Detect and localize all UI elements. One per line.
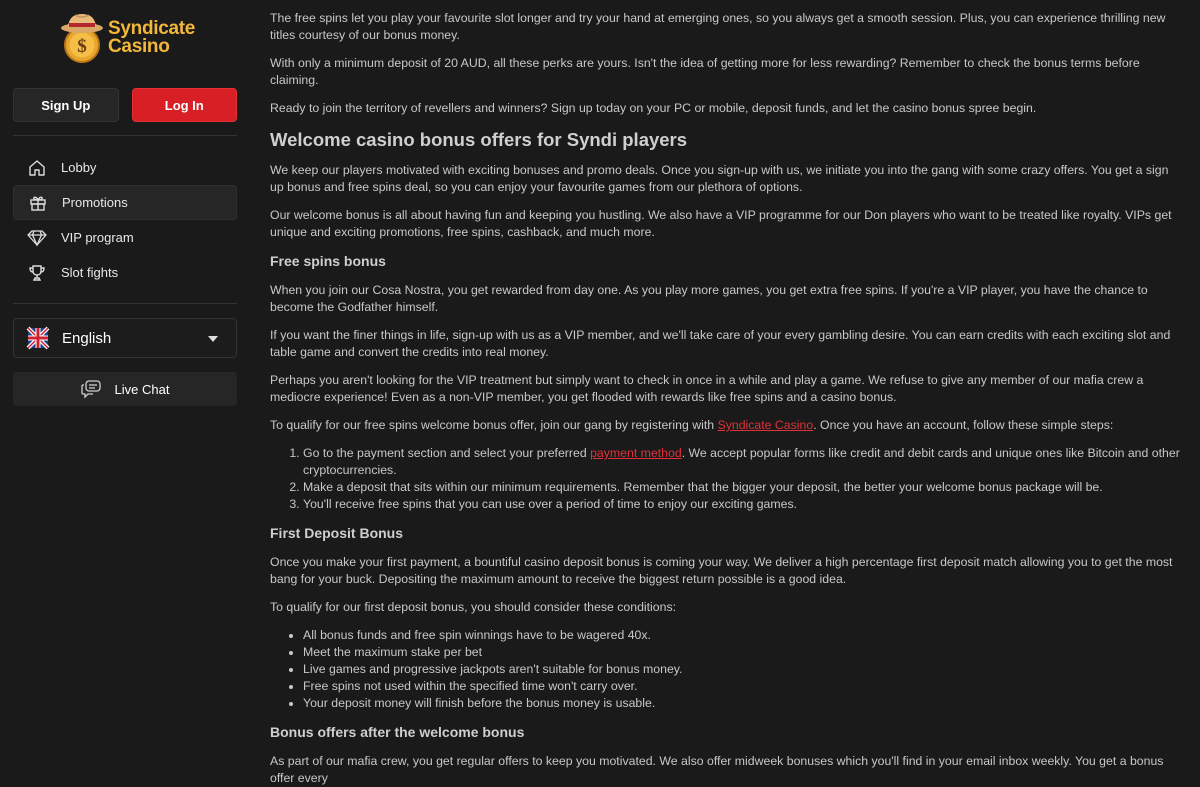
language-select[interactable] (13, 318, 237, 358)
brand-logo[interactable] (60, 8, 196, 68)
deposit-conditions-list (303, 627, 1180, 712)
list-item: • All bonus funds and free spin winnings have to be wagered 40x. (303, 627, 1180, 644)
section-heading-welcome: Welcome casino bonus offers for Syndi players (270, 129, 688, 150)
nav-item-label: Slot fights (61, 265, 119, 280)
section-heading-free-spins: Free spins bonus (270, 253, 386, 269)
paragraph: To qualify for our free spins welcome bonus offer, join our gang by registering with Syndicate Casino. Once you have an account, follow these simple steps: (270, 418, 1114, 432)
sidebar-divider (13, 135, 237, 136)
paragraph: When you join our Cosa Nostra, you get rewarded from day one. As you play more games, you get extra free spins. If you're a VIP player, you have the chance to become the Godfather himself. (270, 283, 1148, 314)
auth-buttons (13, 88, 237, 122)
chevron-down-icon (208, 336, 218, 342)
article-content (270, 0, 1180, 785)
payment-method-link[interactable]: payment method (590, 446, 682, 460)
diamond-icon (27, 228, 47, 248)
paragraph: We keep our players motivated with exciting bonuses and promo deals. Once you sign-up with us, we initiate you into the gang with some crazy offers. You get a sign up bonus and free spins deal, so you can enjoy your favourite games from our plethora of options. (270, 163, 1169, 194)
nav-item-label: Promotions (62, 195, 128, 210)
trophy-icon (27, 263, 47, 283)
list-item: • Meet the maximum stake per bet (303, 644, 1180, 661)
paragraph: Our welcome bonus is all about having fun and keeping you hustling. We also have a VIP programme for our Don players who want to be treated like royalty. VIPs get unique and exciting promotions, free spins, cashback, and much more. (270, 208, 1172, 239)
gift-icon (28, 193, 48, 213)
fedora-coin-icon (60, 11, 106, 65)
sidebar (0, 0, 250, 750)
list-item: 1. Go to the payment section and select your preferred payment method. We accept popular forms like credit and debit cards and unique ones like Bitcoin and other cryptocurrencies. (303, 445, 1180, 479)
brand-name-line1: Syndicate (108, 18, 196, 39)
svg-text:$: $ (77, 36, 87, 57)
list-item: 2. Make a deposit that sits within our minimum requirements. Remember that the bigger your deposit, the better your welcome bonus package will be. (303, 479, 1180, 496)
list-item: • Free spins not used within the specified time won't carry over. (303, 678, 1180, 695)
nav-item-label: VIP program (61, 230, 134, 245)
paragraph: To qualify for our first deposit bonus, you should consider these conditions: (270, 600, 677, 614)
nav-item-slot-fights[interactable] (13, 255, 237, 290)
home-icon (27, 158, 47, 178)
paragraph: As part of our mafia crew, you get regular offers to keep you motivated. We also offer midweek bonuses which you'll find in your email inbox weekly. You get a bonus offer every (270, 754, 1164, 785)
login-button[interactable]: Log In (132, 88, 238, 122)
syndicate-casino-link[interactable]: Syndicate Casino (717, 418, 814, 432)
paragraph: Ready to join the territory of revellers and winners? Sign up today on your PC or mobile, deposit funds, and let the casino bonus spree begin. (270, 101, 1037, 115)
paragraph: Perhaps you aren't looking for the VIP treatment but simply want to check in once in a while and play a game. We refuse to give any member of our mafia crew a mediocre experience! Even as a non-VIP member, you get flooded with rewards like free spins and a casino bonus. (270, 373, 1144, 404)
nav-item-vip-program[interactable] (13, 220, 237, 255)
live-chat-label: Live Chat (114, 381, 170, 397)
nav-item-promotions[interactable] (13, 185, 237, 220)
language-label: English (62, 329, 112, 347)
list-item: • Live games and progressive jackpots aren't suitable for bonus money. (303, 661, 1180, 678)
section-heading-bonus-after-welcome: Bonus offers after the welcome bonus (270, 724, 525, 740)
nav-item-lobby[interactable] (13, 150, 237, 185)
nav-item-label: Lobby (61, 160, 97, 175)
free-spins-steps-list (303, 445, 1180, 513)
uk-flag-icon (28, 328, 48, 348)
paragraph: The free spins let you play your favourite slot longer and try your hand at emerging ones, so you always get a smooth session. Plus, you can experience thrilling new titles courtesy of our bonus money. (270, 11, 1166, 42)
paragraph: Once you make your first payment, a bountiful casino deposit bonus is coming your way. We deliver a high percentage first deposit match allowing you to get the most bang for your buck. Depositing the maximum amount to receive the biggest return possible is a good idea. (270, 555, 1173, 586)
list-item: • Your deposit money will finish before the bonus money is usable. (303, 695, 1180, 712)
brand-name-line2: Casino (108, 36, 170, 57)
paragraph: With only a minimum deposit of 20 AUD, all these perks are yours. Isn't the idea of getting more for less rewarding? Remember to check the bonus terms before claiming. (270, 56, 1140, 87)
list-item: 3. You'll receive free spins that you can use over a period of time to enjoy our exciting games. (303, 496, 1180, 513)
section-heading-first-deposit: First Deposit Bonus (270, 525, 404, 541)
chat-icon (81, 380, 101, 398)
sidebar-divider (13, 303, 237, 304)
signup-button[interactable]: Sign Up (13, 88, 119, 122)
paragraph: If you want the finer things in life, sign-up with us as a VIP member, and we'll take care of your every gambling desire. You can earn credits with each exciting slot and table game and convert the credits into real money. (270, 328, 1171, 359)
live-chat-button[interactable] (13, 372, 237, 406)
main-nav (13, 150, 237, 290)
